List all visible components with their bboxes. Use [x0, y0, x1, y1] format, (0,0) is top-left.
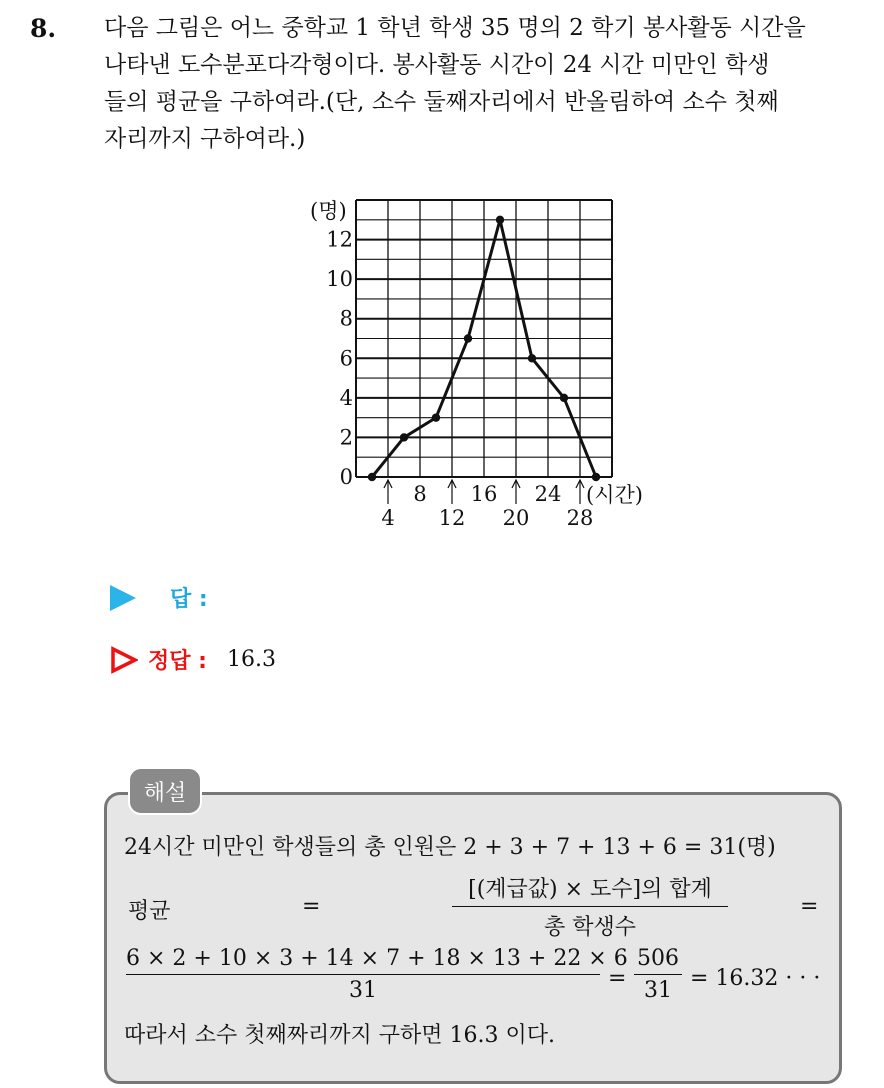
correct-answer-row [110, 644, 276, 675]
data-point [528, 354, 536, 362]
fraction-numerator: 6 × 2 + 10 × 3 + 14 × 7 + 18 × 13 + 22 × 6 [126, 946, 600, 975]
average-formula-fraction [452, 872, 728, 941]
chart-ticks [326, 228, 593, 530]
data-point [464, 334, 472, 342]
data-point [368, 473, 376, 481]
data-point [432, 413, 440, 421]
fraction-denominator: 31 [349, 978, 377, 1003]
answer-label: 답 : [170, 587, 208, 612]
question-line: 자리까지 구하여라.) [104, 126, 306, 152]
average-label: 평균 [128, 899, 171, 924]
y-tick-label: 8 [339, 306, 353, 331]
answer-marker-icon [110, 585, 136, 611]
explanation-tab: 해설 [128, 767, 202, 815]
data-point [560, 394, 568, 402]
fraction-numerator: [(계급값) × 도수]의 합계 [452, 872, 728, 907]
question-line: 나타낸 도수분포다각형이다. 봉사활동 시간이 24 시간 미만인 학생 [104, 52, 770, 78]
chart-grid [356, 200, 612, 477]
x-tick-label: 4 [381, 506, 395, 530]
result-fraction [634, 946, 682, 1003]
correct-value: 16.3 [226, 647, 276, 672]
data-point [400, 433, 408, 441]
question-line: 들의 평균을 구하여라.(단, 소수 둘째자리에서 반올림하여 소수 첫째 [104, 89, 779, 115]
data-point [496, 216, 504, 224]
explanation-line: 24시간 미만인 학생들의 총 인원은 2 + 3 + 7 + 13 + 6 = 31(명) [124, 835, 776, 860]
sum-fraction [126, 946, 628, 1003]
data-point [592, 473, 600, 481]
explanation-conclusion: 따라서 소수 첫째짜리까지 구하면 16.3 이다. [124, 1023, 555, 1048]
correct-label: 정답 : [148, 649, 207, 674]
equals-sign: = [800, 894, 819, 919]
question-text [104, 10, 864, 158]
frequency-polygon-chart [290, 190, 670, 540]
y-tick-label: 4 [339, 385, 353, 410]
equals-sign: = [608, 966, 627, 991]
fraction-denominator: 31 [644, 978, 672, 1003]
fraction-numerator: 506 [634, 946, 682, 975]
result-value: = 16.32 · · · [690, 966, 821, 991]
x-tick-label: 24 [534, 482, 562, 506]
fraction-denominator: 총 학생수 [543, 915, 636, 940]
question-number: 8. [30, 14, 57, 43]
x-tick-label: 28 [566, 506, 594, 530]
x-tick-label: 8 [413, 482, 427, 506]
x-tick-label: 20 [502, 506, 530, 530]
answer-row [110, 582, 208, 613]
correct-marker-icon [110, 646, 138, 674]
y-tick-label: 0 [339, 465, 353, 489]
y-tick-label: 12 [326, 227, 353, 252]
equals-sign: = [302, 894, 321, 919]
x-axis-label: (시간) [586, 483, 643, 507]
x-tick-label: 12 [438, 506, 466, 530]
y-tick-label: 2 [339, 425, 353, 450]
y-tick-label: 10 [326, 267, 353, 292]
y-tick-label: 6 [339, 346, 353, 371]
question-line: 다음 그림은 어느 중학교 1 학년 학생 35 명의 2 학기 봉사활동 시간을 [104, 15, 806, 41]
y-axis-label: (명) [310, 199, 347, 223]
x-tick-label: 16 [470, 482, 498, 506]
